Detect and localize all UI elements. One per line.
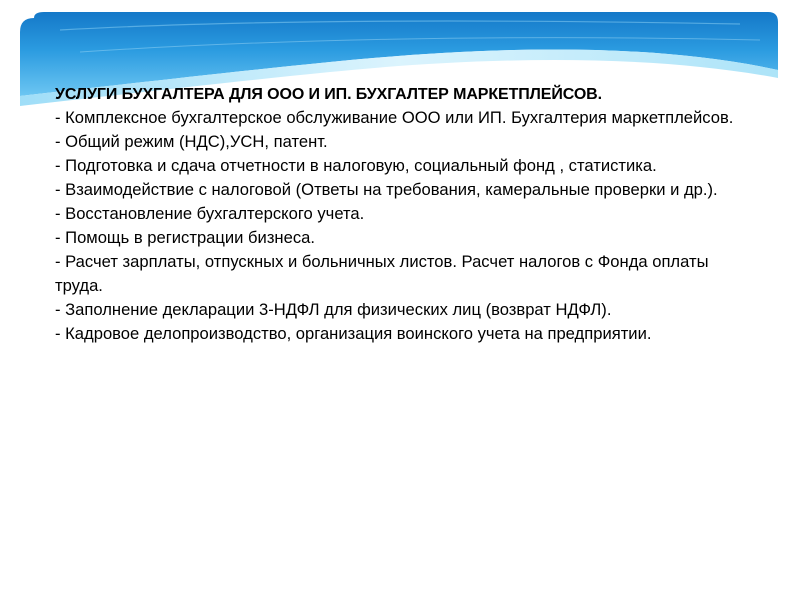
list-item: - Расчет зарплаты, отпускных и больничных листов. Расчет налогов с Фонда оплаты труда. (55, 252, 709, 295)
list-item: - Заполнение декларации 3-НДФЛ для физических лиц (возврат НДФЛ). (55, 300, 612, 319)
list-item: - Помощь в регистрации бизнеса. (55, 228, 315, 247)
services-list (55, 106, 755, 346)
slide-title: УСЛУГИ БУХГАЛТЕРА ДЛЯ ООО И ИП. БУХГАЛТЕР МАРКЕТПЛЕЙСОВ. (55, 86, 602, 103)
list-item: - Восстановление бухгалтерского учета. (55, 204, 365, 223)
list-item: - Взаимодействие с налоговой (Ответы на требования, камеральные проверки и др.). (55, 180, 718, 199)
list-item: - Кадровое делопроизводство, организация воинского учета на предприятии. (55, 324, 652, 343)
list-item: - Общий режим (НДС),УСН, патент. (55, 132, 328, 151)
list-item: - Комплексное бухгалтерское обслуживание ООО или ИП. Бухгалтерия маркетплейсов. (55, 108, 734, 127)
list-item: - Подготовка и сдача отчетности в налоговую, социальный фонд , статистика. (55, 156, 657, 175)
content-block (55, 84, 755, 346)
